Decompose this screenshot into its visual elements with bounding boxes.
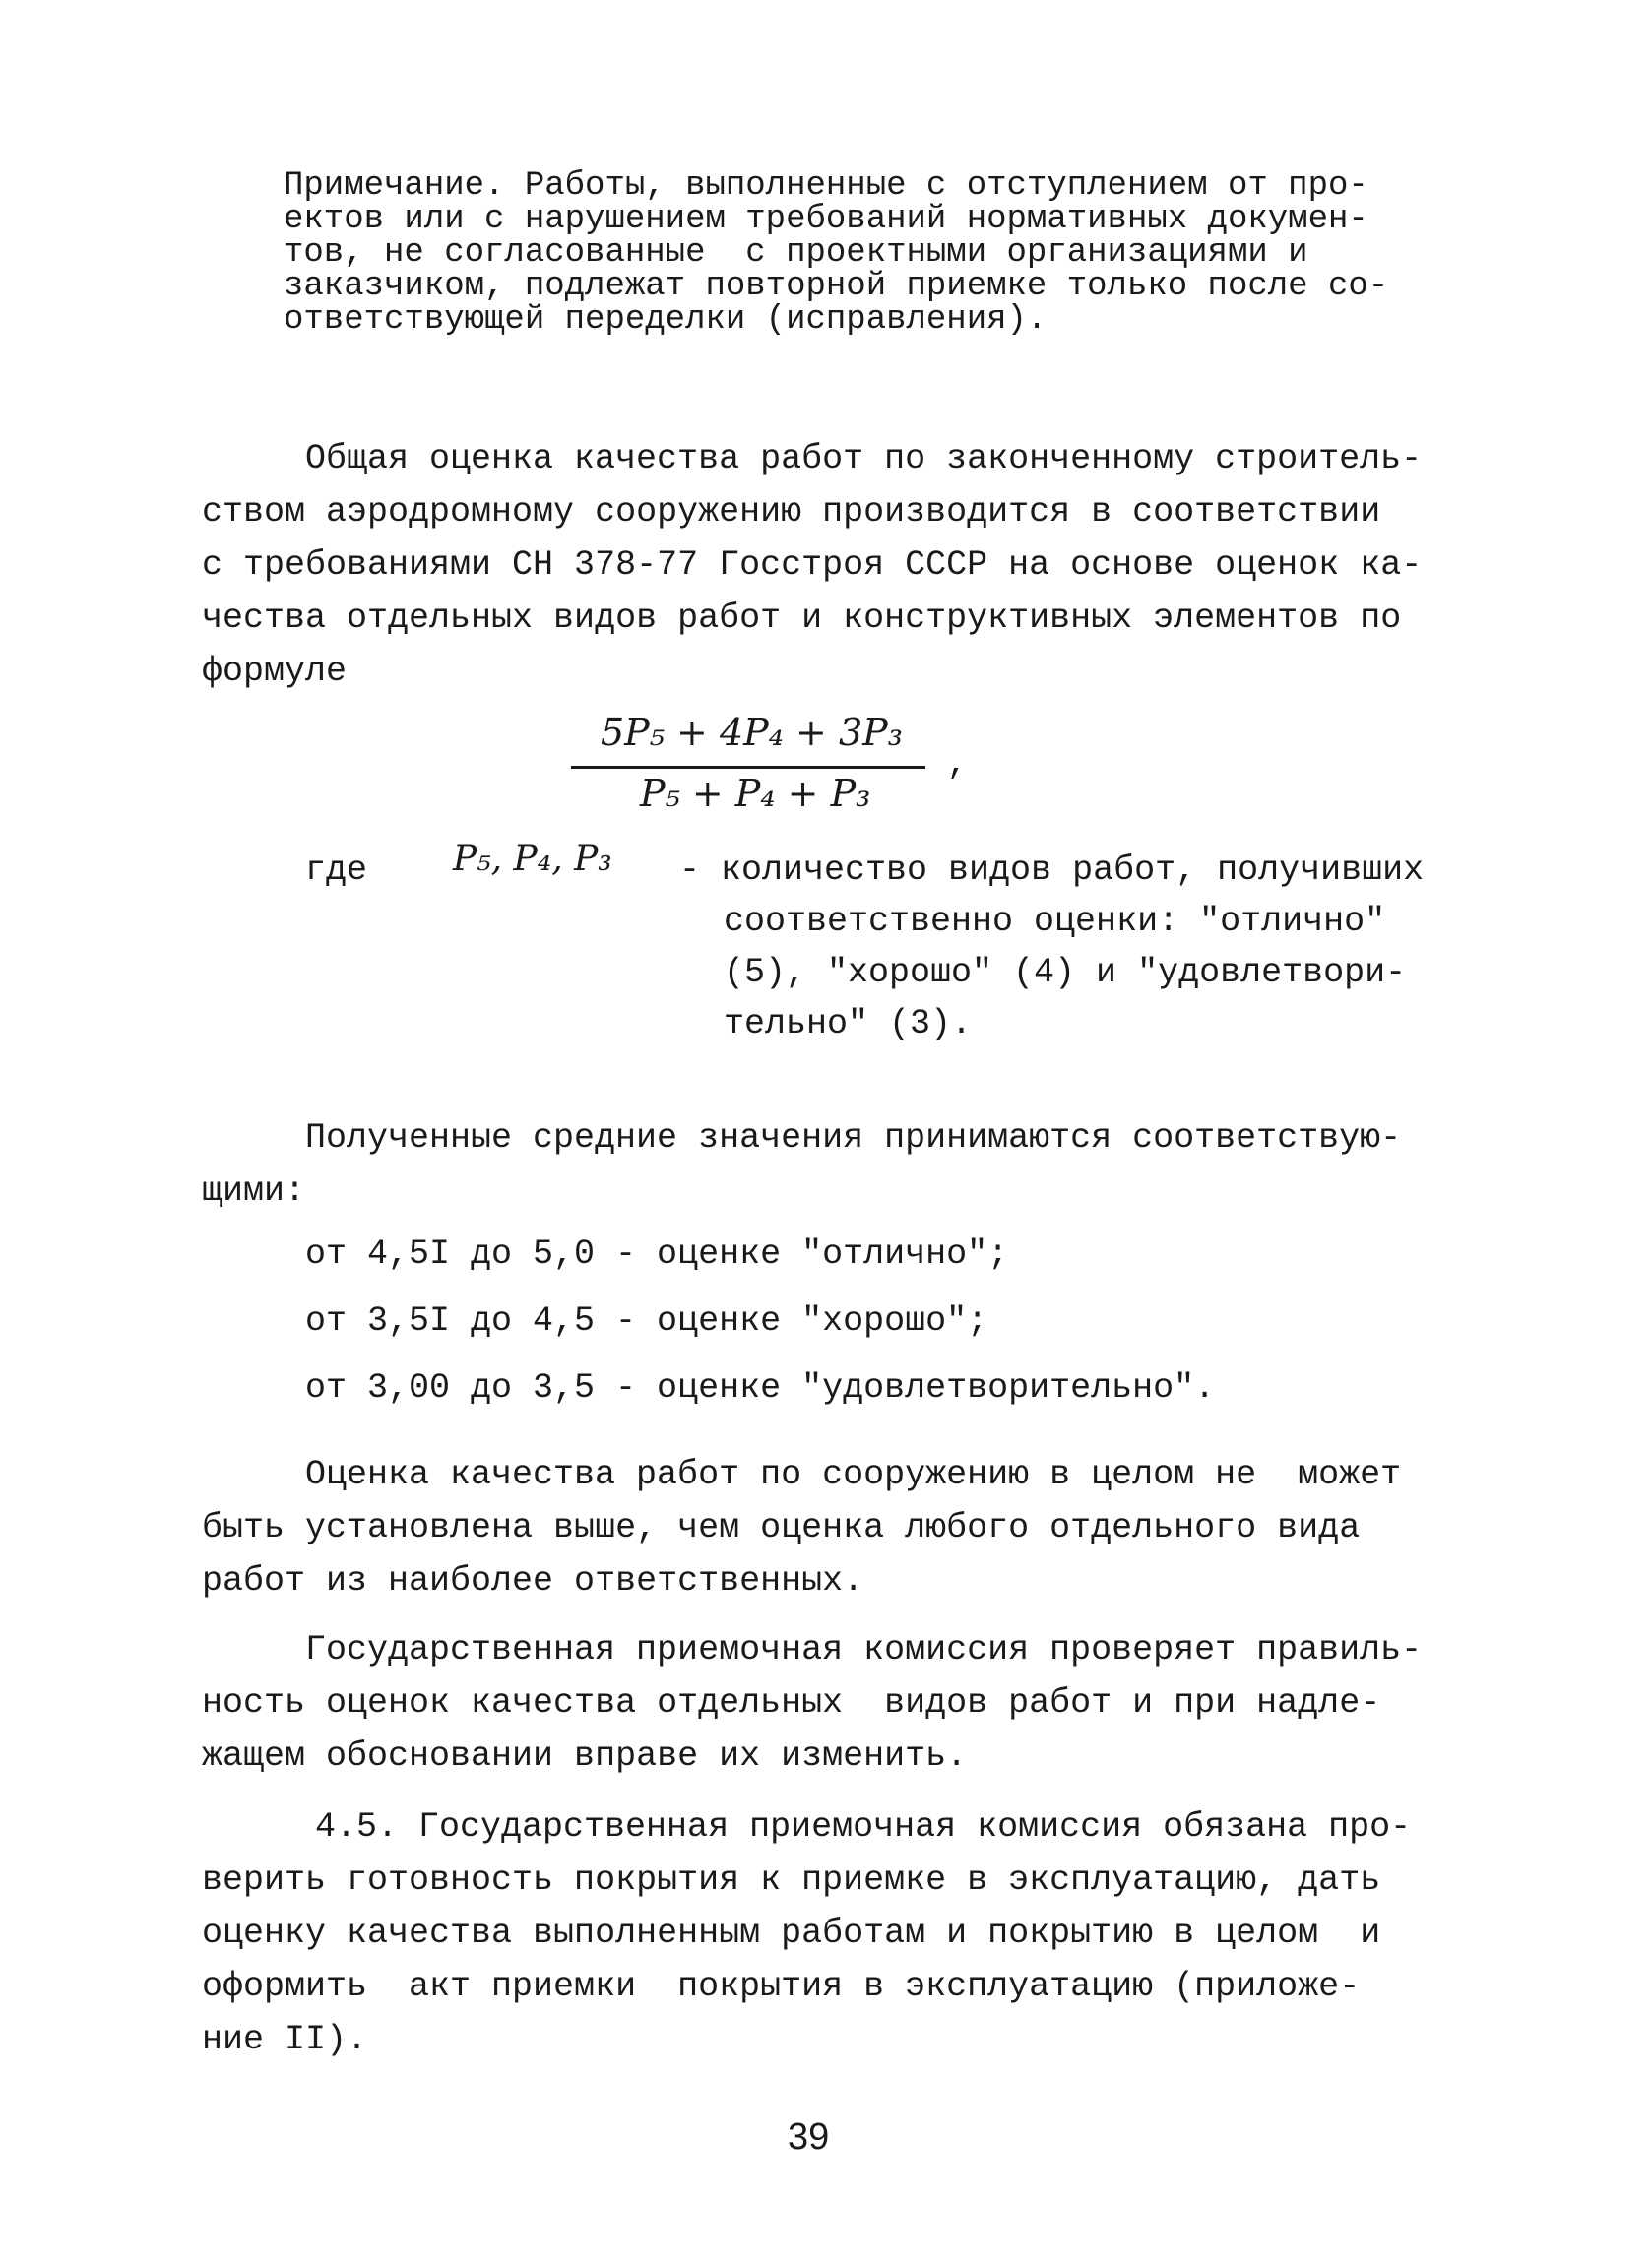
fraction-bar: [571, 766, 925, 769]
paragraph-line: формуле: [202, 652, 348, 691]
note-line: Примечание. Работы, выполненные с отступлением от про-: [284, 167, 1368, 205]
paragraph-line: жащем обосновании вправе их изменить.: [202, 1736, 968, 1776]
paragraph-line: чества отдельных видов работ и конструктивных элементов по: [202, 598, 1402, 638]
paragraph-line: оценку качества выполненным работам и покрытию в целом и: [202, 1914, 1381, 1953]
grade-item: от 3,00 до 3,5 - оценке "удовлетворительно".: [305, 1368, 1216, 1408]
paragraph-line: верить готовность покрытия к приемке в эксплуатацию, дать: [202, 1860, 1381, 1900]
grade-item: от 3,5I до 4,5 - оценке "хорошо";: [305, 1301, 988, 1341]
paragraph-line: быть установлена выше, чем оценка любого отдельного вида: [202, 1508, 1361, 1547]
page-number: 39: [788, 2116, 830, 2158]
formula-denominator: P₅ + P₄ + P₃: [640, 772, 871, 815]
variables: P₅, P₄, P₃: [453, 839, 612, 879]
note-line: ответствующей переделки (исправления).: [284, 301, 1048, 339]
paragraph-line: работ из наиболее ответственных.: [202, 1561, 864, 1601]
where-line: соответственно оценки: "отлично": [724, 902, 1386, 941]
paragraph-line: ством аэродромному сооружению производится в соответствии: [202, 492, 1381, 532]
grade-item: от 4,5I до 5,0 - оценке "отлично";: [305, 1234, 1009, 1274]
paragraph-line: щими:: [202, 1171, 306, 1211]
paragraph-line: ние II).: [202, 2020, 368, 2059]
paragraph-line: 4.5. Государственная приемочная комиссия обязана про-: [315, 1807, 1412, 1847]
paragraph-line: оформить акт приемки покрытия в эксплуатацию (приложе-: [202, 1967, 1361, 2006]
formula-comma: ,: [947, 746, 968, 784]
where-line: - количество видов работ, получивших: [679, 850, 1425, 890]
formula-numerator: 5P₅ + 4P₄ + 3P₃: [601, 711, 903, 754]
paragraph-line: Полученные средние значения принимаются соответствую-: [305, 1118, 1402, 1158]
paragraph-line: ность оценок качества отдельных видов работ и при надле-: [202, 1683, 1381, 1723]
where-label: где: [305, 850, 368, 890]
formula: [551, 711, 1004, 829]
note-line: ектов или с нарушением требований нормативных докумен-: [284, 201, 1368, 238]
paragraph-line: Государственная приемочная комиссия проверяет правиль-: [305, 1630, 1423, 1670]
where-line: тельно" (3).: [724, 1004, 973, 1043]
note-line: тов, не согласованные с проектными организациями и: [284, 234, 1308, 272]
note-line: заказчиком, подлежат повторной приемке только после со-: [284, 268, 1389, 305]
paragraph-line: Общая оценка качества работ по законченному строитель-: [305, 439, 1423, 478]
paragraph-line: с требованиями СН 378-77 Госстроя СССР на основе оценок ка-: [202, 545, 1423, 585]
where-line: (5), "хорошо" (4) и "удовлетвори-: [724, 953, 1407, 992]
paragraph-line: Оценка качества работ по сооружению в целом не может: [305, 1455, 1402, 1494]
